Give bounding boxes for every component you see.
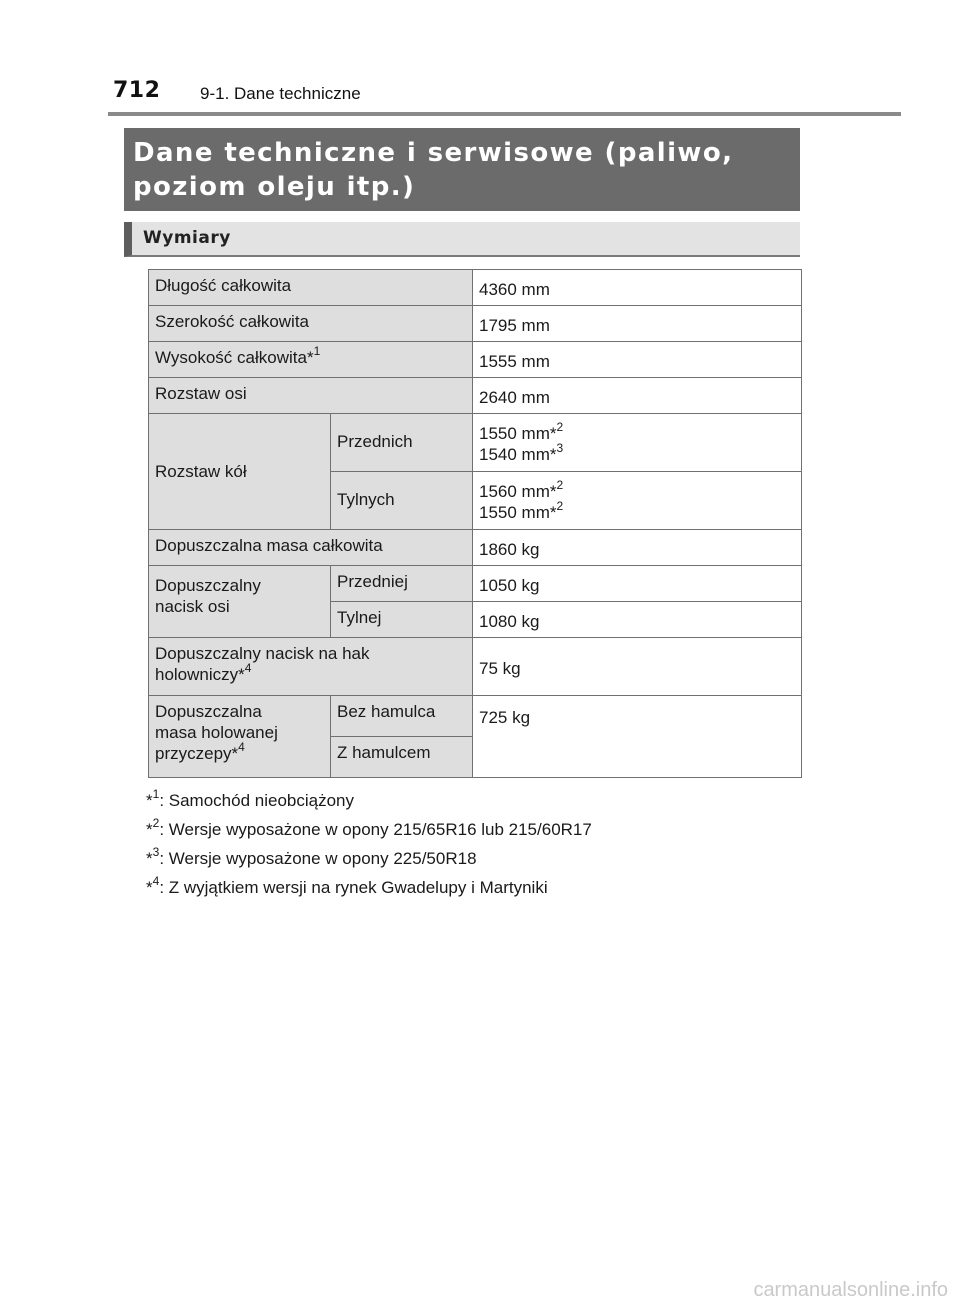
- footnote: *$^4$: Z wyjątkiem wersji na rynek Gwadelupy i Martyniki: [146, 874, 548, 897]
- row-label: Rozstaw osi: [149, 378, 473, 414]
- sub-label: Bez hamulca: [331, 696, 473, 737]
- sub-label: Tylnych: [331, 472, 473, 530]
- row-label: Dopuszczalna masa całkowita: [149, 530, 473, 566]
- row-label: Wysokość całkowita*$^1$: [149, 342, 473, 378]
- row-value: 2640 mm: [473, 378, 802, 414]
- table-row: [149, 270, 802, 306]
- running-head: 9-1. Dane techniczne: [200, 84, 361, 103]
- sub-label: Przednich: [331, 414, 473, 472]
- footnotes: [146, 786, 592, 902]
- table-row: [149, 696, 802, 737]
- row-value: 725 kg: [473, 696, 802, 778]
- table-row: [149, 566, 802, 602]
- row-value: 1080 kg: [473, 602, 802, 638]
- chapter-title-bar: [124, 128, 800, 211]
- table-row: [149, 530, 802, 566]
- footnote: *$^2$: Wersje wyposażone w opony 215/65R16 lub 215/60R17: [146, 816, 592, 839]
- table-row: [149, 378, 802, 414]
- sub-label: Z hamulcem: [331, 737, 473, 778]
- row-value: 1050 kg: [473, 566, 802, 602]
- row-label: Długość całkowita: [149, 270, 473, 306]
- row-label: Szerokość całkowita: [149, 306, 473, 342]
- table-row: [149, 414, 802, 472]
- watermark: carmanualsonline.info: [753, 1279, 948, 1301]
- footnote: *$^1$: Samochód nieobciążony: [146, 787, 354, 810]
- sub-label: Tylnej: [331, 602, 473, 638]
- section-header: [124, 222, 800, 257]
- table-row: [149, 342, 802, 378]
- row-value: 4360 mm: [473, 270, 802, 306]
- table-row: [149, 306, 802, 342]
- row-value: 1795 mm: [473, 306, 802, 342]
- page-number: 712: [113, 78, 161, 103]
- row-value: 1860 kg: [473, 530, 802, 566]
- table-row: [149, 638, 802, 696]
- row-value: 1555 mm: [473, 342, 802, 378]
- row-label: Rozstaw kół: [149, 414, 331, 530]
- row-label: Dopuszczalna masa holowanej przyczepy*$^4$: [149, 696, 331, 778]
- sub-label: Przedniej: [331, 566, 473, 602]
- row-label: Dopuszczalny nacisk na hak holowniczy*$^4$: [149, 638, 473, 696]
- row-value: 75 kg: [473, 638, 802, 696]
- row-value: 1550 mm*$^2$ 1540 mm*$^3$: [473, 414, 802, 472]
- footnote: *$^3$: Wersje wyposażone w opony 225/50R18: [146, 845, 477, 868]
- row-value: 1560 mm*$^2$ 1550 mm*$^2$: [473, 472, 802, 530]
- dimensions-table: [148, 269, 802, 778]
- header-rule: [108, 112, 901, 116]
- row-label: Dopuszczalny nacisk osi: [149, 566, 331, 638]
- chapter-title: Dane techniczne i serwisowe (paliwo, poziom oleju itp.): [133, 138, 734, 202]
- section-title: Wymiary: [143, 228, 231, 248]
